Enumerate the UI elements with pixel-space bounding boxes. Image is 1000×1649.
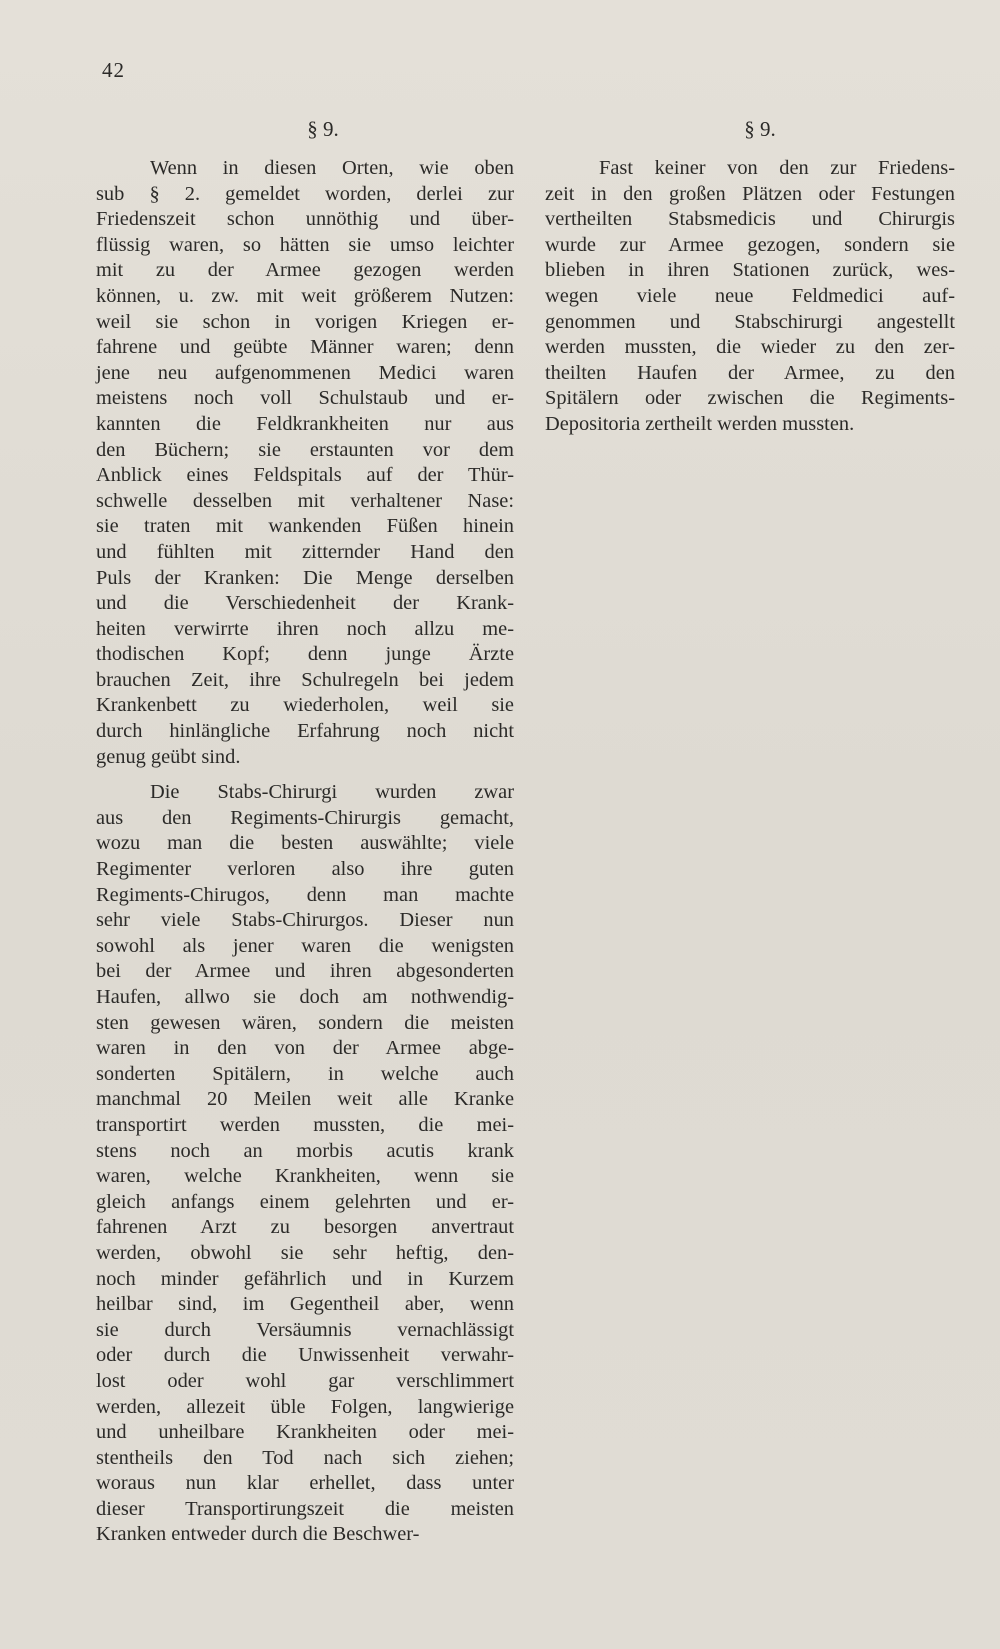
text-line: sten gewesen wären, sondern die meisten [96, 1011, 514, 1034]
text-line: sub § 2. gemeldet worden, derlei zur [96, 182, 514, 205]
left-section-heading: § 9. [307, 117, 339, 141]
text-line: Die Stabs-Chirurgi wurden zwar [150, 781, 514, 804]
text-line: bei der Armee und ihren abgesonderten [96, 960, 514, 983]
page-number: 42 [102, 58, 125, 82]
text-line: waren, welche Krankheiten, wenn sie [96, 1165, 514, 1188]
text-line: Kranken entweder durch die Beschwer- [96, 1523, 420, 1546]
right-section-heading: § 9. [744, 117, 776, 141]
text-line: Anblick eines Feldspitals auf der Thür- [96, 464, 514, 487]
text-line: sie durch Versäumnis vernachlässigt [96, 1318, 514, 1341]
text-line: und die Verschiedenheit der Krank- [96, 592, 514, 615]
text-line: woraus nun klar erhellet, dass unter [96, 1472, 514, 1495]
text-line: lost oder wohl gar verschlimmert [96, 1369, 514, 1392]
text-line: werden, allezeit üble Folgen, langwierige [96, 1395, 514, 1418]
text-line: zeit in den großen Plätzen oder Festungen [545, 182, 955, 205]
text-line: sehr viele Stabs-Chirurgos. Dieser nun [96, 909, 514, 932]
text-line: Haufen, allwo sie doch am nothwendig- [96, 986, 514, 1008]
text-line: sonderten Spitälern, in welche auch [96, 1062, 514, 1085]
text-line: den Büchern; sie erstaunten vor dem [96, 438, 514, 461]
text-line: sie traten mit wankenden Füßen hinein [96, 515, 514, 538]
text-line: Regiments-Chirugos, denn man machte [96, 883, 514, 906]
text-line: kannten die Feldkrankheiten nur aus [96, 412, 514, 435]
text-line: Spitälern oder zwischen die Regiments- [545, 387, 955, 410]
text-line: können, u. zw. mit weit größerem Nutzen: [96, 284, 514, 307]
text-line: flüssig waren, so hätten sie umso leichter [96, 233, 514, 256]
text-line: jene neu aufgenommenen Medici waren [96, 361, 514, 384]
text-line: Regimenter verloren also ihre guten [96, 858, 514, 881]
text-line: oder durch die Unwissenheit verwahr- [96, 1344, 514, 1367]
text-line: schwelle desselben mit verhaltener Nase: [96, 489, 514, 512]
paragraph [96, 780, 514, 1548]
text-line: heiten verwirrte ihren noch allzu me- [96, 617, 514, 640]
paragraph [545, 156, 955, 438]
text-line: Depositoria zertheilt werden mussten. [545, 412, 855, 435]
text-line: vertheilten Stabsmedicis und Chirurgis [545, 208, 955, 231]
text-line: sowohl als jener waren die wenigsten [96, 934, 514, 957]
text-line: wurde zur Armee gezogen, sondern sie [545, 233, 955, 256]
text-line: werden, obwohl sie sehr heftig, den- [96, 1241, 514, 1264]
text-line: und unheilbare Krankheiten oder mei- [96, 1421, 514, 1444]
text-line: und fühlten mit zitternder Hand den [96, 540, 514, 563]
text-line: Wenn in diesen Orten, wie oben [150, 157, 514, 179]
text-line: stens noch an morbis acutis krank [96, 1139, 514, 1162]
text-line: noch minder gefährlich und in Kurzem [96, 1267, 514, 1290]
right-paragraphs [545, 156, 955, 438]
text-line: fahrenen Arzt zu besorgen anvertraut [96, 1216, 514, 1239]
left-paragraphs [96, 156, 514, 1548]
text-line: dieser Transportirungszeit die meisten [96, 1497, 514, 1520]
text-line: genug geübt sind. [96, 745, 241, 768]
text-line: thodischen Kopf; denn junge Ärzte [96, 643, 514, 666]
text-line: transportirt werden mussten, die mei- [96, 1113, 514, 1136]
text-line: genommen und Stabschirurgi angestellt [545, 310, 955, 333]
text-line: brauchen Zeit, ihre Schulregeln bei jedem [96, 668, 514, 691]
text-line: manchmal 20 Meilen weit alle Kranke [96, 1088, 514, 1111]
text-line: meistens noch voll Schulstaub und er- [96, 387, 514, 410]
text-line: gleich anfangs einem gelehrten und er- [96, 1190, 514, 1213]
text-line: stentheils den Tod nach sich ziehen; [96, 1446, 514, 1469]
text-line: durch hinlängliche Erfahrung noch nicht [96, 720, 514, 743]
text-line: aus den Regiments-Chirurgis gemacht, [96, 806, 514, 829]
text-line: Friedenszeit schon unnöthig und über- [96, 208, 514, 231]
text-line: Krankenbett zu wiederholen, weil sie [96, 694, 514, 717]
text-line: blieben in ihren Stationen zurück, wes- [545, 259, 955, 282]
text-line: Puls der Kranken: Die Menge derselben [96, 566, 514, 589]
text-line: waren in den von der Armee abge- [96, 1037, 514, 1060]
text-line: heilbar sind, im Gegentheil aber, wenn [96, 1293, 514, 1316]
text-line: weil sie schon in vorigen Kriegen er- [96, 310, 514, 333]
text-line: werden mussten, die wieder zu den zer- [545, 336, 955, 359]
text-line: mit zu der Armee gezogen werden [96, 259, 514, 282]
text-line: theilten Haufen der Armee, zu den [545, 361, 955, 384]
text-line: Fast keiner von den zur Friedens- [599, 157, 955, 179]
text-line: wozu man die besten auswählte; viele [96, 832, 514, 855]
text-line: fahrene und geübte Männer waren; denn [96, 336, 514, 359]
paragraph [96, 156, 514, 770]
text-line: wegen viele neue Feldmedici auf- [545, 284, 955, 307]
